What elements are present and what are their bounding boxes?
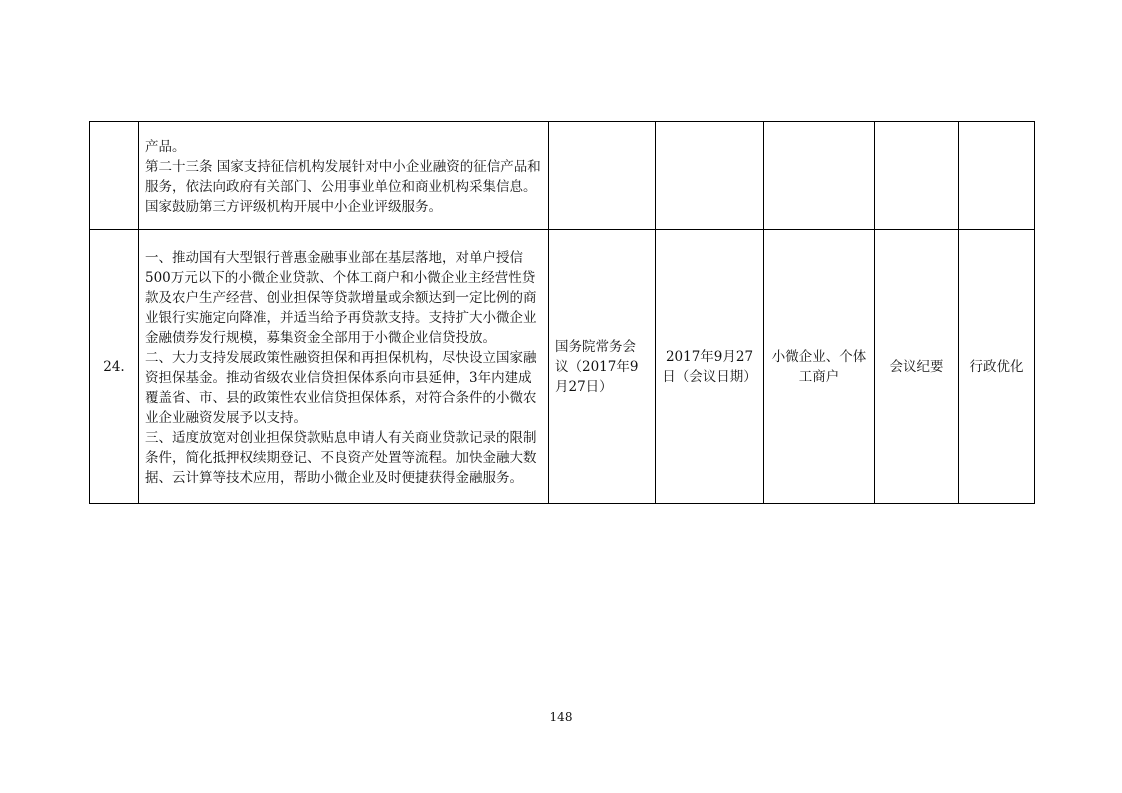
content-paragraph: 二、大力支持发展政策性融资担保和再担保机构，尽快设立国家融资担保基金。推动省级农业信贷担保体系向市县延伸，3年内建成覆盖省、市、县的政策性农业信贷担保体系，对符合条件的小微农业企业融资发展予以支持。 — [145, 350, 537, 426]
policy-content — [139, 230, 549, 504]
content-paragraph: 一、推动国有大型银行普惠金融事业部在基层落地，对单户授信500万元以下的小微企业贷款、个体工商户和小微企业主经营性贷款及农户生产经营、创业担保等贷款增量或余额达到一定比例的商业银行实施定向降准，并适当给予再贷款支持。支持扩大小微企业金融债券发行规模，募集资金全部用于小微企业信贷投放。 — [145, 250, 537, 346]
category-cell: 行政优化 — [959, 230, 1035, 504]
category-cell — [959, 122, 1035, 230]
content-paragraph: 三、适度放宽对创业担保贷款贴息申请人有关商业贷款记录的限制条件，简化抵押权续期登记、不良资产处置等流程。加快金融大数据、云计算等技术应用，帮助小微企业及时便捷获得金融服务。 — [145, 430, 537, 486]
policy-content — [139, 122, 549, 230]
target-cell: 小微企业、个体工商户 — [764, 230, 875, 504]
doc-type-cell — [875, 122, 959, 230]
doc-type-cell: 会议纪要 — [875, 230, 959, 504]
source-cell: 国务院常务会议（2017年9月27日） — [549, 230, 656, 504]
table-row — [90, 230, 1035, 504]
row-number: 24. — [90, 230, 139, 504]
content-paragraph: 国家鼓励第三方评级机构开展中小企业评级服务。 — [145, 198, 442, 215]
target-cell — [764, 122, 875, 230]
table-row — [90, 122, 1035, 230]
content-paragraph: 产品。 — [145, 138, 186, 155]
date-cell: 2017年9月27日（会议日期） — [656, 230, 764, 504]
page-number: 148 — [549, 710, 573, 724]
row-number — [90, 122, 139, 230]
date-cell — [656, 122, 764, 230]
content-paragraph: 第二十三条 国家支持征信机构发展针对中小企业融资的征信产品和服务，依法向政府有关部门、公用事业单位和商业机构采集信息。 — [145, 158, 541, 195]
policy-table — [89, 121, 1035, 504]
source-cell — [549, 122, 656, 230]
